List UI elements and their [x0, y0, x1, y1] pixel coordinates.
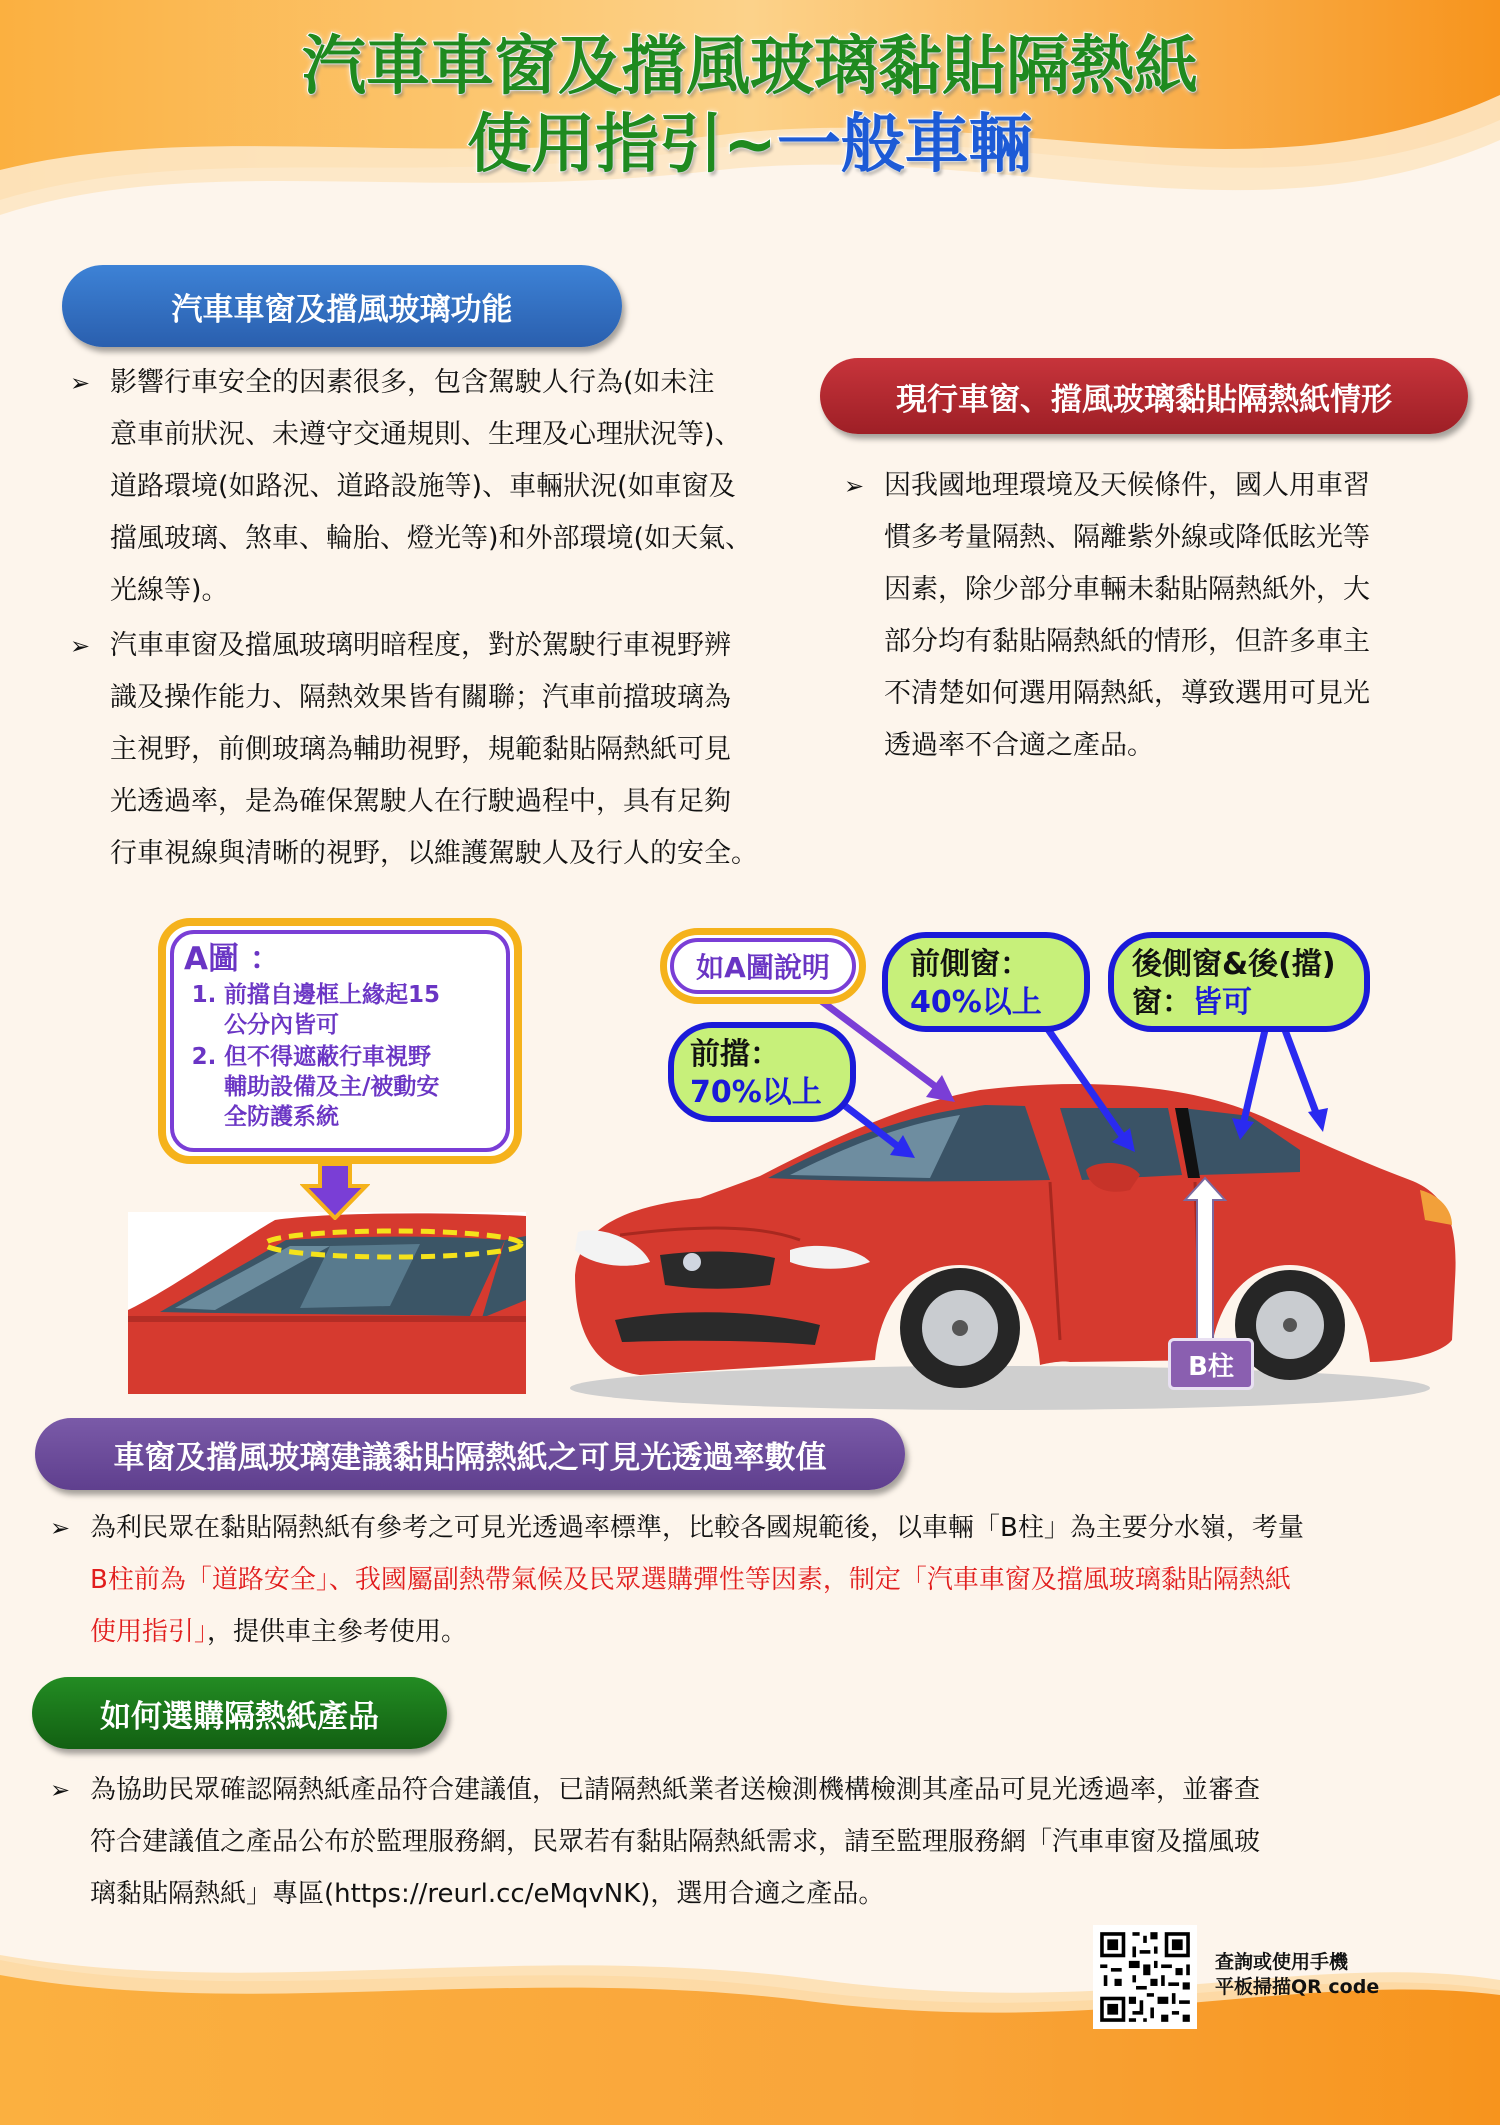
see-figure-a-label [660, 928, 866, 1004]
section3-heading-text: 車窗及擋風玻璃建議黏貼隔熱紙之可見光透過率數值 [113, 1439, 827, 1476]
front-side-window-callout [882, 932, 1090, 1032]
bullet-line-part: ，提供車主參考使用。 [207, 1617, 468, 1647]
title-line2-prefix: 使用指引~ [467, 108, 777, 182]
a-figure-item [184, 980, 496, 1040]
a-figure-down-arrow-icon [300, 1164, 370, 1220]
section1-heading [62, 265, 622, 347]
bullet-line: 不清楚如何選用隔熱紙，導致選用可見光 [884, 678, 1370, 709]
a-figure-title: A圖 ： [184, 941, 281, 977]
section4-heading-text: 如何選購隔熱紙產品 [100, 1698, 379, 1735]
rear-window-callout [1108, 932, 1370, 1032]
bullet-line: 光線等)。 [110, 575, 229, 606]
a-figure-item-line: 前擋自邊框上緣起15 [224, 982, 441, 1008]
section1-bullet1 [70, 357, 810, 617]
bullet-line: 因我國地理環境及天候條件，國人用車習 [884, 470, 1370, 501]
section2-heading-text: 現行車窗、擋風玻璃黏貼隔熱紙情形 [896, 381, 1392, 418]
bullet-arrow-icon: ➢ [70, 632, 91, 660]
rear-window-line2 [1132, 984, 1346, 1022]
bullet-line: 行車視線與清晰的視野，以維護駕駛人及行人的安全。 [110, 838, 758, 869]
a-figure-item-line: 但不得遮蔽行車視野 [224, 1044, 431, 1070]
bullet-line: 擋風玻璃、煞車、輪胎、燈光等)和外部環境(如天氣、 [110, 523, 753, 554]
front-windshield-label: 前擋： [690, 1037, 780, 1072]
section4-bullet1 [50, 1764, 1410, 1920]
b-pillar-label [1168, 1338, 1254, 1390]
qr-caption-line: 查詢或使用手機 [1215, 1951, 1349, 1973]
bullet-line: 慣多考量隔熱、隔離紫外線或降低眩光等 [884, 522, 1370, 553]
rear-window-value: 皆可 [1192, 985, 1252, 1020]
a-figure-item-line: 全防護系統 [224, 1104, 339, 1130]
bullet-arrow-icon: ➢ [50, 1514, 71, 1542]
bullet-line: 符合建議值之產品公布於監理服務網，民眾若有黏貼隔熱紙需求，請至監理服務網「汽車車窗及擋風玻 [90, 1827, 1261, 1857]
title-line2-suffix: 一般車輛 [776, 108, 1033, 182]
red-sedan-illustration [570, 1084, 1456, 1410]
section2-bullet1 [844, 460, 1444, 772]
b-pillar-text: B柱 [1188, 1351, 1234, 1382]
front-windshield-callout [668, 1022, 856, 1122]
section3-bullet1 [50, 1502, 1460, 1658]
section1-bullet2 [70, 620, 810, 880]
bullet-line: 影響行車安全的因素很多，包含駕駛人行為(如未注 [110, 367, 715, 398]
bullet-line: 識及操作能力、隔熱效果皆有關聯；汽車前擋玻璃為 [110, 682, 731, 713]
rear-window-label-2: 窗： [1132, 985, 1192, 1020]
bullet-arrow-icon: ➢ [70, 369, 91, 397]
windshield-closeup-illustration [128, 1212, 526, 1394]
front-side-window-label: 前側窗： [910, 947, 1030, 982]
bullet-line: 意車前狀況、未遵守交通規則、生理及心理狀況等)、 [110, 419, 742, 450]
bullet-arrow-icon: ➢ [50, 1776, 71, 1804]
bullet-line: 透過率不合適之產品。 [884, 730, 1154, 761]
title-line1: 汽車車窗及擋風玻璃黏貼隔熱紙 [302, 30, 1198, 104]
see-figure-a-text: 如A圖說明 [696, 951, 830, 984]
a-figure-item-number: 1. [191, 982, 217, 1008]
a-figure-note-box [158, 918, 522, 1164]
bullet-arrow-icon: ➢ [844, 472, 865, 500]
rear-window-label: 後側窗&後(擋) [1132, 947, 1336, 982]
poster-title [0, 28, 1500, 184]
section4-heading [32, 1677, 447, 1749]
a-figure-item-line: 輔助設備及主/被動安 [224, 1074, 440, 1100]
title-line2 [0, 106, 1500, 184]
bullet-line: 部分均有黏貼隔熱紙的情形，但許多車主 [884, 626, 1370, 657]
bullet-line: 璃黏貼隔熱紙」專區(https://reurl.cc/eMqvNK)，選用合適之產品。 [90, 1879, 885, 1909]
bullet-line: 為利民眾在黏貼隔熱紙有參考之可見光透過率標準，比較各國規範後，以車輛「B柱」為主要分水嶺，考量 [90, 1513, 1304, 1543]
qr-caption-line: 平板掃描QR code [1215, 1976, 1380, 1998]
section1-heading-text: 汽車車窗及擋風玻璃功能 [171, 291, 513, 328]
a-figure-item-line: 公分內皆可 [224, 1012, 339, 1038]
front-side-window-value: 40%以上 [910, 985, 1042, 1020]
qr-caption [1215, 1950, 1379, 2000]
a-figure-item [184, 1042, 496, 1132]
bullet-line: 汽車車窗及擋風玻璃明暗程度，對於駕駛行車視野辨 [110, 630, 731, 661]
bullet-line: 為協助民眾確認隔熱紙產品符合建議值，已請隔熱紙業者送檢測機構檢測其產品可見光透過率，並審查 [90, 1775, 1261, 1805]
section3-heading [35, 1418, 905, 1490]
front-windshield-value: 70%以上 [690, 1075, 822, 1110]
a-figure-item-number: 2. [191, 1044, 217, 1070]
bullet-line: 光透過率，是為確保駕駛人在行駛過程中，具有足夠 [110, 786, 731, 817]
bullet-line: 因素，除少部分車輛未黏貼隔熱紙外，大 [884, 574, 1370, 605]
bullet-line: 主視野，前側玻璃為輔助視野，規範黏貼隔熱紙可見 [110, 734, 731, 765]
bullet-line-red: B柱前為「道路安全」、我國屬副熱帶氣候及民眾選購彈性等因素，制定「汽車車窗及擋風玻璃黏貼隔熱紙 [90, 1565, 1291, 1595]
bullet-line [90, 1606, 1460, 1658]
bullet-line-red-part: 使用指引」 [90, 1617, 208, 1647]
qr-code-icon[interactable] [1093, 1925, 1197, 2029]
section2-heading [820, 358, 1468, 434]
bullet-line: 道路環境(如路況、道路設施等)、車輛狀況(如車窗及 [110, 471, 736, 502]
